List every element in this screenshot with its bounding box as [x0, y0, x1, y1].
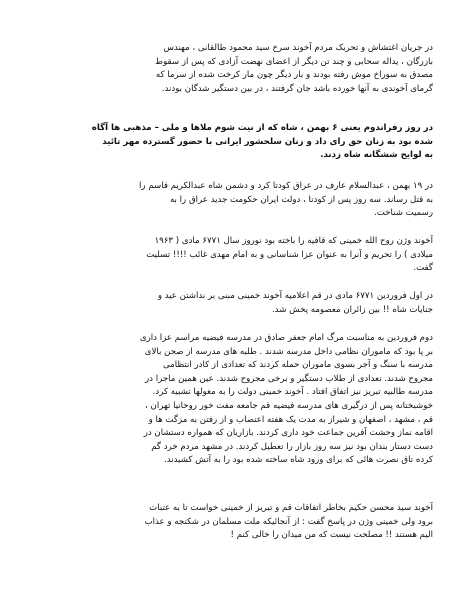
text-line: کرده تاق نصرت هائی که برای ورود شاه ساخته شده بود را به آتش کشیدند.: [164, 455, 433, 466]
text-line: آخوند سید محسن حکیم بخاطر اتفاقات قم و تبریز از خمینی خواست تا به عتبات: [149, 503, 433, 513]
paragraph-4: [30, 235, 433, 276]
text-line: مصدق به سوراخ موش رفته بودند و بار دیگر چون مار کرخت شده از سرما که: [155, 70, 433, 81]
text-line: شده بود به زنان حق رای داد و زنان سلحشور ایرانی با حضور گسترده مهر تائید: [102, 136, 433, 147]
text-line: آخوند وژن روح الله خمینی که قافیه را باخته بود نوروز سال ۶۷۷۱ مادی ( ۱۹۶۳: [154, 236, 433, 246]
text-line: در جریان اغتشاش و تحریک مردم آخوند سرخ سید محمود طالقانی ، مهندس: [163, 43, 433, 53]
text-line: به قتل رساند. سه روز پس از کودتا ، دولت ایران حکومت جدید عراق را به: [169, 194, 433, 205]
text-line: الیم هستند !! مصلحت نیست که من میدان را خالی کنم !: [230, 530, 433, 541]
text-line: دوم فروردین به مناسبت مرگ امام جعفر صادق در مدرسه فیضیه مراسم عزا داری: [139, 333, 433, 343]
text-line: در ۱۹ بهمن ، عبدالسلام عارف در عراق کودتا کرد و دشمن شاه عبدالکریم قاسم را: [139, 181, 433, 191]
text-line: در روز رفراندوم یعنی ۶ بهمن ، شاه که از نیت شوم ملاها و ملی – مذهبی ها آگاه: [91, 123, 433, 133]
paragraph-3: [30, 180, 433, 221]
paragraph-6: [30, 332, 433, 468]
text-line: جنایات شاه !! بین زائران معصومه پخش شد.: [271, 304, 433, 315]
text-line: مدرسه با سنگ و آجر بسوی ماموران حمله کردند که تعدادی از کادر انتظامی: [162, 360, 433, 371]
text-line: گفت.: [413, 263, 433, 274]
text-line: برود ولی خمینی وژن در پاسخ گفت : از آنجائیکه ملت مسلمان در شکنجه و عذاب: [144, 516, 433, 527]
paragraph-1: [30, 42, 433, 96]
text-line: در اول فروردین ۶۷۷۱ مادی در قم اعلامیه آخوند خمینی مبنی بر نداشتن عید و: [157, 291, 433, 301]
paragraph-2: [30, 122, 433, 163]
text-line: مدرسه طالبیه تبریز نیز اتفاق افتاد . آخوند خمینی دولت را به مغولها تشبیه کرد.: [152, 387, 433, 398]
text-line: بازرگان ، یداله سحابی و چند تن دیگر از اعضای نهضت آزادی که پس از سقوط: [155, 56, 433, 67]
text-line: به لوایح ششگانه شاه زدند.: [320, 150, 433, 161]
paragraph-5: [30, 290, 433, 317]
text-line: رسمیت شناخت.: [374, 208, 433, 219]
text-line: قم ، مشهد ، اصفهان و شیراز به مدت یک هفته اعتصاب و از رفتن به مزگت ها و: [148, 414, 433, 425]
text-line: دست دستار بندان بود نیز سه روز بازار را تعطیل کردند. در مشهد مردم خرد گم: [151, 441, 433, 452]
paragraph-7: [30, 502, 433, 543]
text-line: گرمای آخوندی به آنها خورده باشد جان گرفتند ، در بین دستگیر شدگان بودند.: [161, 83, 433, 94]
text-line: میلادی ) را تحریم و آنرا به عنوان عزا شناسانی و به امام مهدی غائب !!!! تسلیت: [146, 249, 433, 260]
text-line: مجروح شدند. تعدادی از طلاب دستگیر و برخی مجروح شدند. عین همین ماجرا در: [145, 373, 433, 384]
text-line: بر پا بود که ماموران نظامی داخل مدرسه شدند . طلبه های مدرسه از صحن بالای: [144, 346, 433, 357]
text-line: خوشبختانه پس از درگیری های مدرسه فیضیه قم جامعه مفت خور روحانیا تهران ،: [145, 400, 433, 411]
text-line: اقامه نماز وحشت آفرین جماعت خود داری کردند. بازاریان که همواره دستشان در: [143, 428, 433, 439]
